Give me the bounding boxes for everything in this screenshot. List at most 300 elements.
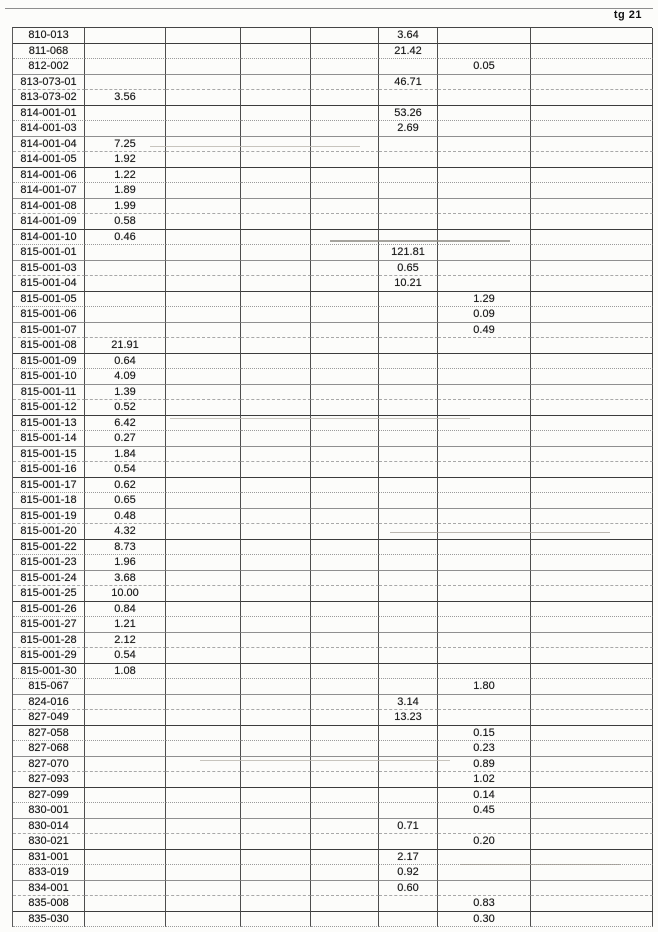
value-cell xyxy=(311,695,379,711)
table-row xyxy=(13,710,652,726)
value-cell xyxy=(379,664,438,680)
value-cell xyxy=(531,819,653,835)
value-cell: 0.23 xyxy=(438,741,531,757)
value-cell xyxy=(241,726,311,742)
value-cell: 0.05 xyxy=(438,59,531,75)
value-cell xyxy=(311,633,379,649)
value-cell xyxy=(85,323,166,339)
table-row xyxy=(13,354,652,370)
value-cell xyxy=(166,28,241,44)
value-cell xyxy=(531,741,653,757)
value-cell xyxy=(379,726,438,742)
value-cell xyxy=(438,478,531,494)
value-cell xyxy=(311,462,379,478)
row-id-cell: 814-001-01 xyxy=(13,106,85,122)
value-cell: 1.89 xyxy=(85,183,166,199)
value-cell xyxy=(241,369,311,385)
value-cell xyxy=(531,44,653,60)
row-id-cell: 815-001-29 xyxy=(13,648,85,664)
value-cell xyxy=(311,323,379,339)
value-cell xyxy=(438,276,531,292)
value-cell xyxy=(531,633,653,649)
value-cell xyxy=(241,462,311,478)
row-id-cell: 815-001-30 xyxy=(13,664,85,680)
value-cell xyxy=(241,586,311,602)
value-cell xyxy=(241,338,311,354)
value-cell: 21.91 xyxy=(85,338,166,354)
table-row xyxy=(13,59,652,75)
value-cell: 7.25 xyxy=(85,137,166,153)
value-cell xyxy=(531,214,653,230)
value-cell: 6.42 xyxy=(85,416,166,432)
value-cell: 0.49 xyxy=(438,323,531,339)
value-cell xyxy=(166,478,241,494)
value-cell xyxy=(379,338,438,354)
value-cell xyxy=(241,400,311,416)
value-cell: 3.56 xyxy=(85,90,166,106)
value-cell xyxy=(85,44,166,60)
value-cell xyxy=(166,726,241,742)
value-cell xyxy=(379,447,438,463)
value-cell xyxy=(311,586,379,602)
value-cell xyxy=(438,710,531,726)
value-cell: 10.21 xyxy=(379,276,438,292)
value-cell xyxy=(379,478,438,494)
value-cell xyxy=(438,214,531,230)
value-cell xyxy=(531,292,653,308)
value-cell xyxy=(438,168,531,184)
value-cell xyxy=(166,617,241,633)
value-cell: 2.17 xyxy=(379,850,438,866)
value-cell xyxy=(531,757,653,773)
value-cell xyxy=(531,726,653,742)
table-row xyxy=(13,261,652,277)
value-cell xyxy=(241,183,311,199)
value-cell xyxy=(438,602,531,618)
value-cell xyxy=(531,152,653,168)
value-cell xyxy=(241,819,311,835)
table-row xyxy=(13,571,652,587)
value-cell xyxy=(531,571,653,587)
value-cell xyxy=(438,137,531,153)
value-cell xyxy=(311,276,379,292)
value-cell xyxy=(379,292,438,308)
value-cell: 0.71 xyxy=(379,819,438,835)
value-cell xyxy=(241,865,311,881)
value-cell xyxy=(438,261,531,277)
table-row xyxy=(13,509,652,525)
value-cell xyxy=(379,803,438,819)
value-cell xyxy=(166,757,241,773)
row-id-cell: 815-001-26 xyxy=(13,602,85,618)
value-cell xyxy=(241,447,311,463)
scan-artifact xyxy=(150,146,360,147)
value-cell xyxy=(241,385,311,401)
row-id-cell: 824-016 xyxy=(13,695,85,711)
value-cell xyxy=(166,276,241,292)
value-cell xyxy=(85,865,166,881)
value-cell xyxy=(166,664,241,680)
row-id-cell: 815-001-10 xyxy=(13,369,85,385)
value-cell: 0.58 xyxy=(85,214,166,230)
value-cell: 1.84 xyxy=(85,447,166,463)
value-cell xyxy=(438,462,531,478)
value-cell xyxy=(85,261,166,277)
value-cell xyxy=(438,695,531,711)
row-id-cell: 815-001-12 xyxy=(13,400,85,416)
value-cell xyxy=(311,819,379,835)
value-cell xyxy=(241,90,311,106)
value-cell xyxy=(438,121,531,137)
table-row xyxy=(13,385,652,401)
value-cell xyxy=(85,741,166,757)
value-cell xyxy=(311,28,379,44)
value-cell: 0.30 xyxy=(438,912,531,928)
value-cell xyxy=(311,850,379,866)
value-cell xyxy=(379,741,438,757)
value-cell: 0.46 xyxy=(85,230,166,246)
value-cell xyxy=(166,648,241,664)
row-id-cell: 815-001-13 xyxy=(13,416,85,432)
scan-artifact xyxy=(200,760,450,761)
value-cell xyxy=(311,400,379,416)
value-cell xyxy=(379,323,438,339)
value-cell: 0.15 xyxy=(438,726,531,742)
table-row xyxy=(13,602,652,618)
value-cell xyxy=(166,865,241,881)
value-cell: 0.62 xyxy=(85,478,166,494)
value-cell xyxy=(531,478,653,494)
value-cell xyxy=(241,493,311,509)
value-cell xyxy=(438,152,531,168)
value-cell xyxy=(531,679,653,695)
table-row xyxy=(13,152,652,168)
value-cell xyxy=(311,679,379,695)
value-cell xyxy=(166,540,241,556)
value-cell xyxy=(85,28,166,44)
value-cell xyxy=(166,772,241,788)
value-cell xyxy=(531,493,653,509)
value-cell xyxy=(379,230,438,246)
value-cell xyxy=(311,261,379,277)
value-cell xyxy=(241,602,311,618)
table-row xyxy=(13,540,652,556)
value-cell xyxy=(241,152,311,168)
value-cell xyxy=(241,478,311,494)
value-cell xyxy=(531,75,653,91)
value-cell xyxy=(311,90,379,106)
value-cell: 0.48 xyxy=(85,509,166,525)
value-cell xyxy=(85,896,166,912)
value-cell xyxy=(241,679,311,695)
row-id-cell: 814-001-07 xyxy=(13,183,85,199)
table-row xyxy=(13,307,652,323)
value-cell: 0.45 xyxy=(438,803,531,819)
table-row xyxy=(13,493,652,509)
value-cell: 13.23 xyxy=(379,710,438,726)
value-cell xyxy=(531,369,653,385)
value-cell: 0.20 xyxy=(438,834,531,850)
value-cell xyxy=(241,509,311,525)
value-cell xyxy=(438,648,531,664)
value-cell xyxy=(531,803,653,819)
value-cell xyxy=(379,540,438,556)
value-cell xyxy=(438,245,531,261)
value-cell xyxy=(241,214,311,230)
value-cell xyxy=(438,230,531,246)
row-id-cell: 827-068 xyxy=(13,741,85,757)
table-row xyxy=(13,462,652,478)
value-cell: 4.32 xyxy=(85,524,166,540)
value-cell xyxy=(311,245,379,261)
table-row xyxy=(13,865,652,881)
value-cell xyxy=(438,540,531,556)
value-cell xyxy=(166,199,241,215)
value-cell xyxy=(379,772,438,788)
value-cell xyxy=(166,881,241,897)
value-cell xyxy=(531,586,653,602)
value-cell xyxy=(166,230,241,246)
value-cell xyxy=(531,865,653,881)
value-cell xyxy=(379,679,438,695)
table-row xyxy=(13,245,652,261)
value-cell xyxy=(241,28,311,44)
value-cell: 1.21 xyxy=(85,617,166,633)
value-cell xyxy=(166,493,241,509)
row-id-cell: 815-001-08 xyxy=(13,338,85,354)
value-cell xyxy=(85,803,166,819)
value-cell xyxy=(166,679,241,695)
value-cell xyxy=(311,834,379,850)
value-cell xyxy=(438,44,531,60)
value-cell xyxy=(85,59,166,75)
value-cell: 8.73 xyxy=(85,540,166,556)
row-id-cell: 815-001-22 xyxy=(13,540,85,556)
value-cell: 1.08 xyxy=(85,664,166,680)
value-cell: 0.65 xyxy=(379,261,438,277)
value-cell xyxy=(311,106,379,122)
row-id-cell: 815-001-27 xyxy=(13,617,85,633)
row-id-cell: 815-001-04 xyxy=(13,276,85,292)
value-cell xyxy=(438,28,531,44)
row-id-cell: 813-073-01 xyxy=(13,75,85,91)
value-cell xyxy=(241,431,311,447)
value-cell xyxy=(166,400,241,416)
value-cell xyxy=(166,245,241,261)
value-cell xyxy=(241,803,311,819)
value-cell xyxy=(311,369,379,385)
value-cell xyxy=(241,648,311,664)
value-cell xyxy=(241,834,311,850)
table-row xyxy=(13,90,652,106)
table-row xyxy=(13,137,652,153)
table-row xyxy=(13,664,652,680)
value-cell xyxy=(438,400,531,416)
row-id-cell: 835-008 xyxy=(13,896,85,912)
value-cell xyxy=(379,307,438,323)
row-id-cell: 810-013 xyxy=(13,28,85,44)
value-cell xyxy=(241,524,311,540)
value-cell xyxy=(379,602,438,618)
value-cell xyxy=(531,245,653,261)
value-cell: 0.92 xyxy=(379,865,438,881)
value-cell xyxy=(379,431,438,447)
value-cell: 0.89 xyxy=(438,757,531,773)
value-cell xyxy=(311,183,379,199)
value-cell xyxy=(241,741,311,757)
value-cell: 0.54 xyxy=(85,462,166,478)
value-cell: 1.92 xyxy=(85,152,166,168)
value-cell xyxy=(85,912,166,928)
value-cell xyxy=(311,664,379,680)
value-cell xyxy=(311,617,379,633)
value-cell xyxy=(166,369,241,385)
table-row xyxy=(13,369,652,385)
value-cell xyxy=(438,509,531,525)
value-cell xyxy=(166,834,241,850)
value-cell xyxy=(241,292,311,308)
value-cell xyxy=(438,633,531,649)
value-cell: 3.14 xyxy=(379,695,438,711)
value-cell xyxy=(311,896,379,912)
value-cell xyxy=(531,881,653,897)
value-cell xyxy=(311,648,379,664)
row-id-cell: 831-001 xyxy=(13,850,85,866)
row-id-cell: 815-001-14 xyxy=(13,431,85,447)
value-cell xyxy=(379,168,438,184)
value-cell xyxy=(241,44,311,60)
value-cell xyxy=(438,106,531,122)
value-cell xyxy=(241,230,311,246)
value-cell xyxy=(531,431,653,447)
page-number-label: tg 21 xyxy=(613,9,642,21)
value-cell xyxy=(379,912,438,928)
value-cell: 1.22 xyxy=(85,168,166,184)
value-cell xyxy=(85,695,166,711)
table-row xyxy=(13,617,652,633)
value-cell xyxy=(166,788,241,804)
row-id-cell: 814-001-04 xyxy=(13,137,85,153)
value-cell xyxy=(241,912,311,928)
value-cell xyxy=(531,648,653,664)
value-cell xyxy=(311,493,379,509)
value-cell xyxy=(166,354,241,370)
value-cell xyxy=(166,803,241,819)
value-cell xyxy=(531,540,653,556)
value-cell xyxy=(166,633,241,649)
data-table xyxy=(12,27,652,927)
row-id-cell: 827-049 xyxy=(13,710,85,726)
value-cell xyxy=(85,245,166,261)
value-cell: 1.39 xyxy=(85,385,166,401)
value-cell xyxy=(85,121,166,137)
value-cell xyxy=(438,369,531,385)
value-cell xyxy=(241,664,311,680)
value-cell xyxy=(311,431,379,447)
value-cell xyxy=(438,865,531,881)
value-cell xyxy=(438,354,531,370)
value-cell xyxy=(379,757,438,773)
value-cell: 0.54 xyxy=(85,648,166,664)
value-cell xyxy=(438,338,531,354)
value-cell xyxy=(531,106,653,122)
row-id-cell: 814-001-05 xyxy=(13,152,85,168)
value-cell xyxy=(438,819,531,835)
value-cell xyxy=(166,896,241,912)
row-id-cell: 815-001-06 xyxy=(13,307,85,323)
value-cell xyxy=(379,586,438,602)
value-cell xyxy=(438,183,531,199)
value-cell xyxy=(311,75,379,91)
value-cell xyxy=(438,881,531,897)
table-row xyxy=(13,757,652,773)
value-cell xyxy=(531,695,653,711)
row-id-cell: 833-019 xyxy=(13,865,85,881)
value-cell xyxy=(311,385,379,401)
value-cell xyxy=(531,850,653,866)
value-cell xyxy=(531,416,653,432)
row-id-cell: 815-001-07 xyxy=(13,323,85,339)
value-cell xyxy=(241,633,311,649)
value-cell xyxy=(166,44,241,60)
row-id-cell: 827-058 xyxy=(13,726,85,742)
value-cell xyxy=(438,493,531,509)
row-id-cell: 815-001-09 xyxy=(13,354,85,370)
value-cell xyxy=(241,323,311,339)
value-cell xyxy=(166,850,241,866)
table-row xyxy=(13,230,652,246)
table-row xyxy=(13,834,652,850)
value-cell xyxy=(379,788,438,804)
table-row xyxy=(13,276,652,292)
table-row xyxy=(13,803,652,819)
value-cell xyxy=(531,385,653,401)
value-cell xyxy=(166,586,241,602)
value-cell xyxy=(311,338,379,354)
table-row xyxy=(13,881,652,897)
row-id-cell: 827-093 xyxy=(13,772,85,788)
table-row xyxy=(13,788,652,804)
row-id-cell: 815-001-15 xyxy=(13,447,85,463)
value-cell xyxy=(166,462,241,478)
value-cell xyxy=(166,121,241,137)
value-cell xyxy=(241,896,311,912)
value-cell xyxy=(531,276,653,292)
value-cell xyxy=(166,741,241,757)
value-cell xyxy=(241,137,311,153)
table-row xyxy=(13,447,652,463)
value-cell xyxy=(379,183,438,199)
value-cell xyxy=(166,524,241,540)
value-cell xyxy=(379,834,438,850)
value-cell xyxy=(311,152,379,168)
value-cell xyxy=(85,772,166,788)
value-cell xyxy=(438,571,531,587)
value-cell xyxy=(531,323,653,339)
table-row xyxy=(13,168,652,184)
scan-artifact xyxy=(330,240,510,242)
value-cell xyxy=(311,788,379,804)
value-cell: 121.81 xyxy=(379,245,438,261)
value-cell xyxy=(241,555,311,571)
value-cell xyxy=(379,633,438,649)
row-id-cell: 815-001-25 xyxy=(13,586,85,602)
table-row xyxy=(13,726,652,742)
value-cell xyxy=(531,183,653,199)
value-cell xyxy=(379,199,438,215)
value-cell xyxy=(311,602,379,618)
value-cell xyxy=(379,462,438,478)
